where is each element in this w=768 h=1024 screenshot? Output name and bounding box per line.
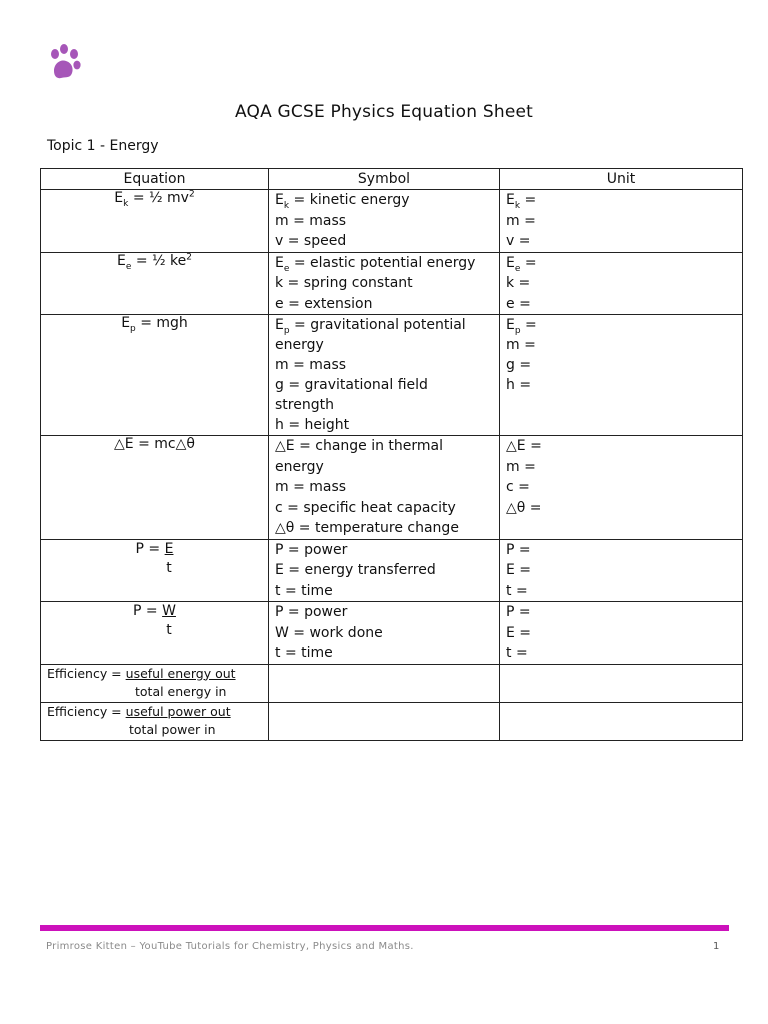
symbol-line: energy [275, 458, 324, 475]
symbol-line: P = power [275, 604, 348, 620]
symbol-cell [269, 315, 500, 436]
unit-cell [500, 190, 743, 253]
unit-line: m = [506, 212, 536, 229]
symbol-line: v = speed [275, 233, 347, 249]
table-row-power-work [41, 602, 743, 665]
unit-line: $E_k$ = [506, 192, 537, 211]
symbol-line: e = extension [275, 295, 373, 312]
footer-credit: Primrose Kitten – YouTube Tutorials for Chemistry, Physics and Maths. [46, 941, 414, 952]
symbol-line: strength [275, 397, 334, 413]
unit-line: E = [506, 562, 532, 578]
unit-line: v = [506, 233, 531, 249]
page-title: AQA GCSE Physics Equation Sheet [234, 102, 534, 122]
symbol-cell [269, 702, 500, 740]
equation-kinetic-energy: $E_k$ = ½ $mv^2$ [114, 189, 195, 209]
symbol-line: $E_e$ = elastic potential energy [275, 254, 476, 274]
symbol-line: $E_k$ = kinetic energy [275, 192, 410, 211]
symbol-line: energy [275, 337, 324, 353]
equation-cell [41, 436, 269, 540]
symbol-cell [269, 190, 500, 253]
table-header-row [41, 169, 743, 190]
table-row-kinetic-energy [41, 190, 743, 253]
unit-line: P = [506, 541, 531, 558]
symbol-cell [269, 539, 500, 602]
equation-efficiency-power: Efficiency = useful power out total power in [41, 702, 269, 740]
equation-thermal-energy: △E = mc△θ [114, 436, 195, 452]
unit-line: m = [506, 458, 536, 475]
symbol-line: t = time [275, 582, 333, 599]
unit-line: t = [506, 645, 528, 661]
footer-divider [40, 925, 729, 931]
unit-line: t = [506, 582, 528, 599]
symbol-cell [269, 602, 500, 665]
table-row-thermal-energy [41, 436, 743, 540]
symbol-line: k = spring constant [275, 275, 413, 291]
unit-cell [500, 539, 743, 602]
symbol-line: t = time [275, 645, 333, 661]
equation-cell [41, 190, 269, 253]
symbol-line: $E_p$ = gravitational potential [275, 317, 466, 336]
paw-print-icon [48, 44, 82, 82]
header-equation: Equation [41, 169, 269, 190]
page-number: 1 [713, 941, 720, 952]
equation-power-work: P = W t [133, 603, 176, 638]
unit-cell [500, 602, 743, 665]
symbol-line: △E = change in thermal [275, 438, 444, 454]
symbol-line: c = specific heat capacity [275, 499, 456, 516]
equation-cell [41, 602, 269, 665]
table-row-gravitational-energy [41, 315, 743, 436]
equation-cell [41, 315, 269, 436]
unit-cell [500, 436, 743, 540]
header-symbol: Symbol [269, 169, 500, 190]
symbol-line: m = mass [275, 479, 347, 495]
unit-line: g = [506, 357, 532, 373]
unit-line: $E_e$ = [506, 254, 537, 274]
symbol-line: P = power [275, 541, 348, 558]
unit-line: P = [506, 604, 531, 620]
symbol-cell [269, 436, 500, 540]
symbol-line: W = work done [275, 624, 383, 641]
symbol-line: E = energy transferred [275, 562, 436, 578]
unit-line: m = [506, 337, 536, 353]
symbol-line: g = gravitational field [275, 377, 428, 393]
table-row-efficiency-power [41, 702, 743, 740]
unit-cell [500, 252, 743, 315]
unit-cell [500, 664, 743, 702]
header-unit: Unit [500, 169, 743, 190]
symbol-line: h = height [275, 417, 350, 433]
unit-line: e = [506, 295, 531, 312]
equation-cell [41, 252, 269, 315]
unit-line: k = [506, 275, 531, 291]
equation-elastic-energy: $E_e$ = ½ $ke^2$ [116, 251, 192, 272]
unit-line: $E_p$ = [506, 317, 537, 336]
table-row-efficiency-energy [41, 664, 743, 702]
symbol-cell [269, 664, 500, 702]
symbol-line: △θ = temperature change [275, 520, 459, 536]
unit-line: c = [506, 479, 530, 495]
symbol-line: m = mass [275, 357, 347, 373]
unit-line: h = [506, 377, 532, 393]
table-row-elastic-energy [41, 252, 743, 315]
table-row-power-energy [41, 539, 743, 602]
symbol-line: m = mass [275, 212, 347, 229]
unit-line: E = [506, 624, 532, 641]
topic-heading: Topic 1 - Energy [47, 138, 159, 154]
unit-cell [500, 315, 743, 436]
equation-table [40, 168, 743, 741]
equation-power-energy: P = E t [135, 540, 174, 576]
unit-line: △θ = [506, 499, 542, 516]
equation-efficiency-energy: Efficiency = useful energy out total energy in [41, 664, 269, 702]
symbol-cell [269, 252, 500, 315]
equation-cell [41, 539, 269, 602]
unit-line: △E = [506, 438, 542, 454]
unit-cell [500, 702, 743, 740]
equation-gravitational-energy: $E_p$ = mgh [121, 315, 188, 334]
